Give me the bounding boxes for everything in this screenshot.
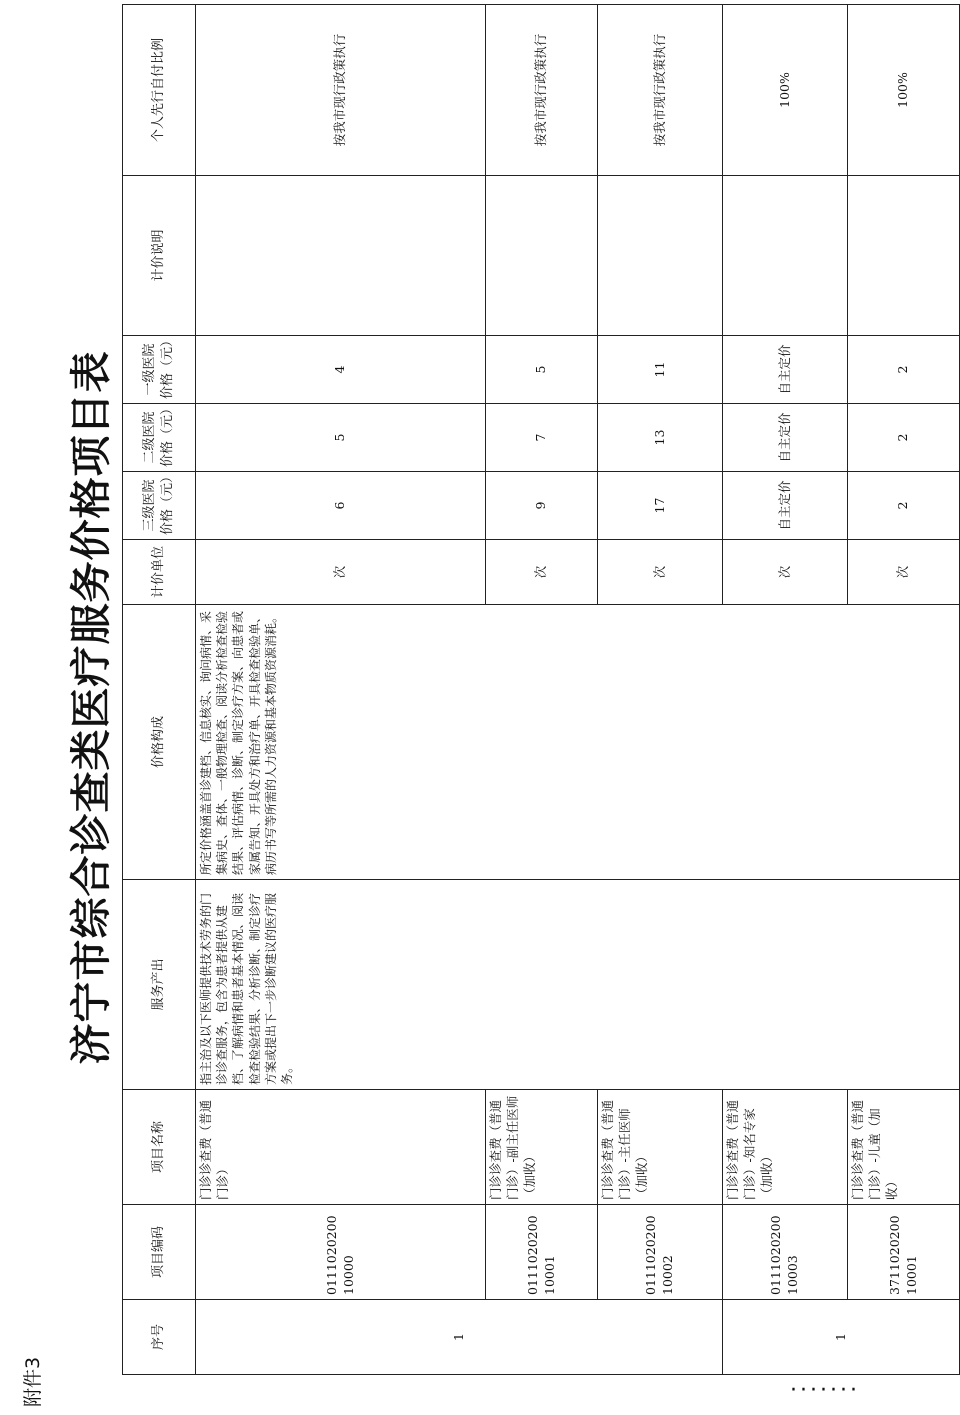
item-name: 门诊诊查费（普通门诊） <box>196 1090 486 1205</box>
self-pay-ratio: 100% <box>848 5 960 176</box>
group-seq: 1 <box>196 1300 723 1375</box>
price-level3: 9 <box>486 472 598 540</box>
col-header-name: 项目名称 <box>123 1090 196 1205</box>
price-level1: 5 <box>486 336 598 404</box>
price-unit: 次 <box>848 540 960 605</box>
col-header-seq: 序号 <box>123 1300 196 1375</box>
price-level2: 自主定价 <box>723 404 848 472</box>
price-level1: 自主定价 <box>723 336 848 404</box>
page-title: 济宁市综合诊查类医疗服务价格项目表 <box>67 350 115 1065</box>
item-code: 011102020010002 <box>598 1205 723 1300</box>
price-level3: 自主定价 <box>723 472 848 540</box>
col-header-note: 计价说明 <box>123 176 196 336</box>
header-row <box>123 5 196 1375</box>
col-header-unit: 计价单位 <box>123 540 196 605</box>
price-table <box>122 4 960 1375</box>
service-output: 指主治及以下医师提供技术劳务的门诊诊查服务，包含为患者提供从建档、了解病情和患者基本情况、阅读检查检验结果、分析诊断、制定诊疗方案或提出下一步诊断建议的医疗服务。 <box>196 880 960 1090</box>
pricing-note <box>723 176 848 336</box>
price-level1: 4 <box>196 336 486 404</box>
pricing-note <box>196 176 486 336</box>
col-header-price3: 三级医院价格（元） <box>123 472 196 540</box>
price-level2: 5 <box>196 404 486 472</box>
self-pay-ratio: 按我市现行政策执行 <box>486 5 598 176</box>
price-level3: 2 <box>848 472 960 540</box>
attachment-label: 附件3 <box>22 1356 44 1407</box>
item-name: 门诊诊查费（普通门诊）-主任医师（加收） <box>598 1090 723 1205</box>
price-composition: 所定价格涵盖首诊建档、信息核实、询问病情、采集病史、查体、一般物理检查、阅读分析检查检验结果、评估病情、诊断、制定诊疗方案、向患者或家属告知、开具处方和治疗单、开具检查检验单、病历书写等所需的人力资源和基本物质资源消耗。 <box>196 605 960 880</box>
price-level1: 2 <box>848 336 960 404</box>
item-code: 011102020010003 <box>723 1205 848 1300</box>
item-code: 371102020010001 <box>848 1205 960 1300</box>
group-seq: 1 <box>723 1300 960 1375</box>
col-header-price1: 一级医院价格（元） <box>123 336 196 404</box>
pricing-note <box>486 176 598 336</box>
item-name: 门诊诊查费（普通门诊）-知名专家（加收） <box>723 1090 848 1205</box>
pricing-note <box>598 176 723 336</box>
col-header-price2: 二级医院价格（元） <box>123 404 196 472</box>
self-pay-ratio: 按我市现行政策执行 <box>598 5 723 176</box>
self-pay-ratio: 100% <box>723 5 848 176</box>
footer-dots: ······· <box>790 1378 860 1403</box>
item-code: 011102020010001 <box>486 1205 598 1300</box>
self-pay-ratio: 按我市现行政策执行 <box>196 5 486 176</box>
price-level2: 7 <box>486 404 598 472</box>
price-level2: 2 <box>848 404 960 472</box>
price-level1: 11 <box>598 336 723 404</box>
price-level3: 17 <box>598 472 723 540</box>
col-header-code: 项目编码 <box>123 1205 196 1300</box>
price-unit: 次 <box>486 540 598 605</box>
item-name: 门诊诊查费（普通门诊）-副主任医师（加收） <box>486 1090 598 1205</box>
price-unit: 次 <box>196 540 486 605</box>
price-unit: 次 <box>598 540 723 605</box>
item-code: 011102020010000 <box>196 1205 486 1300</box>
col-header-ratio: 个人先行自付比例 <box>123 5 196 176</box>
col-header-output: 服务产出 <box>123 880 196 1090</box>
price-level2: 13 <box>598 404 723 472</box>
price-unit: 次 <box>723 540 848 605</box>
table-row <box>196 5 486 1375</box>
item-name: 门诊诊查费（普通门诊）-儿童（加收） <box>848 1090 960 1205</box>
pricing-note <box>848 176 960 336</box>
col-header-composition: 价格构成 <box>123 605 196 880</box>
price-level3: 6 <box>196 472 486 540</box>
